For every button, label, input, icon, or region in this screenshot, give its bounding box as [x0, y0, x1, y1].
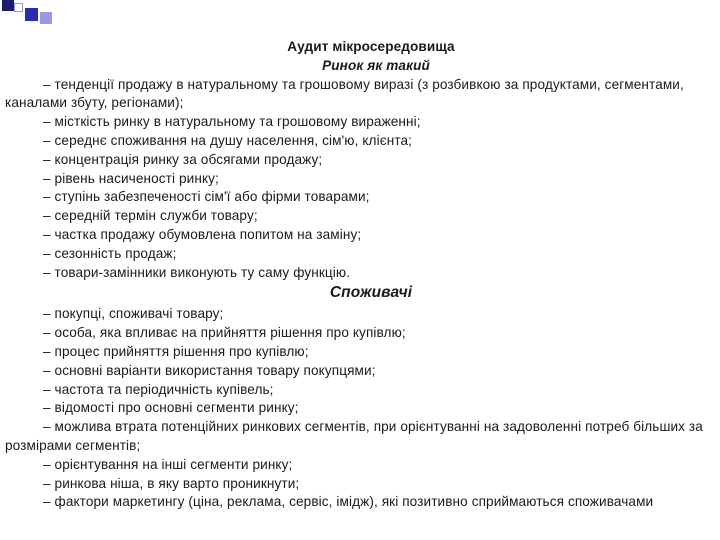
list-item: – середній термін служби товару; — [43, 208, 258, 224]
list-item: – місткість ринку в натуральному та грошовому вираженні; — [43, 114, 421, 130]
list-item: – сезонність продаж; — [43, 245, 177, 261]
section-heading-market: Ринок як такий — [322, 57, 430, 73]
square-2 — [14, 3, 23, 12]
list-item: – концентрація ринку за обсягами продажу; — [43, 151, 323, 167]
list-item: – особа, яка впливає на прийняття рішення про купівлю; — [43, 325, 406, 341]
list-item: – орієнтування на інші сегменти ринку; — [43, 456, 293, 472]
decorative-squares — [0, 0, 60, 24]
square-3 — [25, 8, 38, 21]
list-item: – процес прийняття рішення про купівлю; — [43, 343, 309, 359]
list-item: – фактори маркетингу (ціна, реклама, сервіс, імідж), які позитивно сприймаються споживачами — [43, 494, 654, 510]
square-4 — [40, 12, 52, 24]
list-item: – ринкова ніша, в яку варто проникнути; — [43, 475, 300, 491]
list-item: – можлива втрата потенційних ринкових сегментів, при орієнтуванні на задоволенні потреб більших за розмірами сегментів; — [5, 419, 703, 453]
list-item: – товари-замінники виконують ту саму функцію. — [43, 264, 351, 280]
list-item: – частота та періодичність купівель; — [43, 381, 274, 397]
list-item: – ступінь забезпеченості сім'ї або фірми товарами; — [43, 189, 370, 205]
section-heading-consumers: Споживачі — [329, 284, 413, 302]
list-item: – рівень насиченості ринку; — [43, 170, 219, 186]
list-item: – тенденції продажу в натуральному та грошовому виразі (з розбивкою за продуктами, сегментами, каналами збуту, регіонами); — [5, 76, 684, 111]
square-1 — [2, 0, 14, 11]
page-title: Аудит мікросередовища — [287, 39, 455, 54]
list-item: – відомості про основні сегменти ринку; — [43, 400, 299, 416]
list-item: – середнє споживання на душу населення, сім'ю, клієнта; — [43, 132, 413, 148]
document-body — [5, 38, 715, 512]
list-item: – покупці, споживачі товару; — [43, 306, 224, 322]
list-item: – основні варіанти використання товару покупцями; — [43, 362, 376, 378]
list-item: – частка продажу обумовлена попитом на заміну; — [43, 226, 362, 242]
